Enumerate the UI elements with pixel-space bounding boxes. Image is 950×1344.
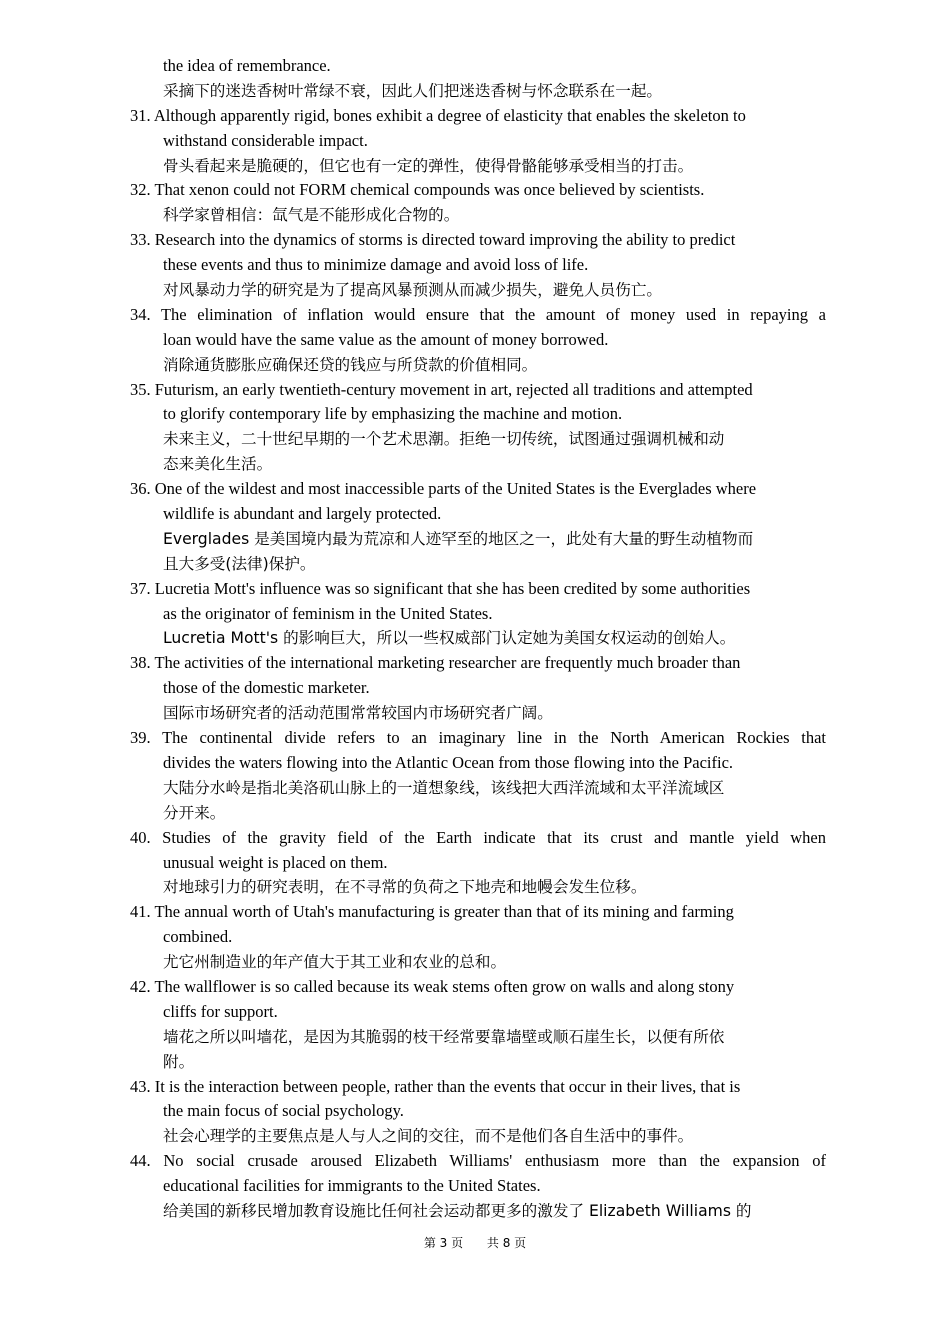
sentence-line: educational facilities for immigrants to the United States. xyxy=(163,1176,541,1196)
translation-line: 墙花之所以叫墙花，是因为其脆弱的枝干经常要靠墙壁或顺石崖生长，以便有所依 xyxy=(163,1027,725,1046)
translation-line: 科学家曾相信：氙气是不能形成化合物的。 xyxy=(163,206,460,225)
translation-line: 态来美化生活。 xyxy=(163,455,273,474)
sentence-line: unusual weight is placed on them. xyxy=(163,852,388,872)
sentence-start-line: 36. One of the wildest and most inaccessible parts of the United States is the Everglades where xyxy=(130,479,757,499)
sentence-line: combined. xyxy=(163,927,233,947)
sentence-start-line: 43. It is the interaction between people, rather than the events that occur in their lives, that is xyxy=(130,1076,741,1096)
page-number: 第 3 页 xyxy=(423,1236,464,1250)
sentence-start-line: 31. Although apparently rigid, bones exhibit a degree of elasticity that enables the skeleton to xyxy=(130,105,746,125)
translation-line: Lucretia Mott's 的影响巨大，所以一些权威部门认定她为美国女权运动的创始人。 xyxy=(163,629,736,648)
translation-line: 消除通货膨胀应确保还贷的钱应与所贷款的价值相同。 xyxy=(163,355,538,374)
sentence-line: to glorify contemporary life by emphasizing the machine and motion. xyxy=(163,404,623,424)
sentence-start-line: 35. Futurism, an early twentieth-century movement in art, rejected all traditions and attempted xyxy=(130,379,753,399)
sentence-start-line: 33. Research into the dynamics of storms is directed toward improving the ability to predict xyxy=(130,230,736,250)
sentence-start-line: 32. That xenon could not FORM chemical compounds was once believed by scientists. xyxy=(130,180,705,200)
translation-line: 且大多受(法律)保护。 xyxy=(163,554,316,573)
sentence-start-line: 44. No social crusade aroused Elizabeth Williams' enthusiasm more than the expansion of xyxy=(130,1151,826,1171)
sentence-start-line: 38. The activities of the international marketing researcher are frequently much broader than xyxy=(130,653,741,673)
translation-line: 国际市场研究者的活动范围常常较国内市场研究者广阔。 xyxy=(163,704,553,723)
translation-line: 尤它州制造业的年产值大于其工业和农业的总和。 xyxy=(163,953,507,972)
sentence-line: cliffs for support. xyxy=(163,1001,278,1021)
sentence-start-line: 42. The wallflower is so called because its weak stems often grow on walls and along stony xyxy=(130,976,735,996)
sentence-line: withstand considerable impact. xyxy=(163,130,368,150)
translation-line: 对地球引力的研究表明，在不寻常的负荷之下地壳和地幔会发生位移。 xyxy=(163,878,647,897)
sentence-line: as the originator of feminism in the United States. xyxy=(163,603,493,623)
translation-line: 大陆分水岭是指北美洛矶山脉上的一道想象线，该线把大西洋流域和太平洋流域区 xyxy=(163,778,725,797)
sentence-line: loan would have the same value as the amount of money borrowed. xyxy=(163,329,609,349)
sentence-start-line: 40. Studies of the gravity field of the Earth indicate that its crust and mantle yield when xyxy=(130,827,826,847)
sentence-line: the idea of remembrance. xyxy=(163,56,331,75)
translation-line: 给美国的新移民增加教育设施比任何社会运动都更多的激发了 Elizabeth Williams 的 xyxy=(163,1201,752,1220)
translation-line: 骨头看起来是脆硬的，但它也有一定的弹性，使得骨骼能够承受相当的打击。 xyxy=(163,156,694,175)
sentence-line: the main focus of social psychology. xyxy=(163,1101,404,1121)
sentence-start-line: 34. The elimination of inflation would ensure that the amount of money used in repaying a xyxy=(130,304,826,324)
translation-line: 分开来。 xyxy=(163,803,226,822)
document-body xyxy=(0,54,950,1224)
translation-line: 对风暴动力学的研究是为了提高风暴预测从而减少损失，避免人员伤亡。 xyxy=(163,281,663,300)
sentence-line: wildlife is abundant and largely protected. xyxy=(163,504,442,524)
translation-line: Everglades 是美国境内最为荒凉和人迹罕至的地区之一，此处有大量的野生动植物而 xyxy=(163,529,754,548)
translation-line: 社会心理学的主要焦点是人与人之间的交往，而不是他们各自生活中的事件。 xyxy=(163,1127,694,1146)
translation-line: 附。 xyxy=(163,1052,195,1071)
page-total: 共 8 页 xyxy=(486,1236,527,1250)
sentence-line: those of the domestic marketer. xyxy=(163,678,370,698)
sentence-start-line: 39. The continental divide refers to an imaginary line in the North American Rockies that xyxy=(130,728,826,748)
translation-line: 未来主义，二十世纪早期的一个艺术思潮。拒绝一切传统，试图通过强调机械和动 xyxy=(163,430,725,449)
translation-line: 采摘下的迷迭香树叶常绿不衰，因此人们把迷迭香树与怀念联系在一起。 xyxy=(163,81,663,100)
sentence-start-line: 41. The annual worth of Utah's manufacturing is greater than that of its mining and farming xyxy=(130,902,734,922)
sentence-line: divides the waters flowing into the Atlantic Ocean from those flowing into the Pacific. xyxy=(163,752,734,772)
sentence-line: these events and thus to minimize damage and avoid loss of life. xyxy=(163,255,589,275)
sentence-start-line: 37. Lucretia Mott's influence was so significant that she has been credited by some authorities xyxy=(130,578,751,598)
page-footer xyxy=(0,1233,950,1253)
